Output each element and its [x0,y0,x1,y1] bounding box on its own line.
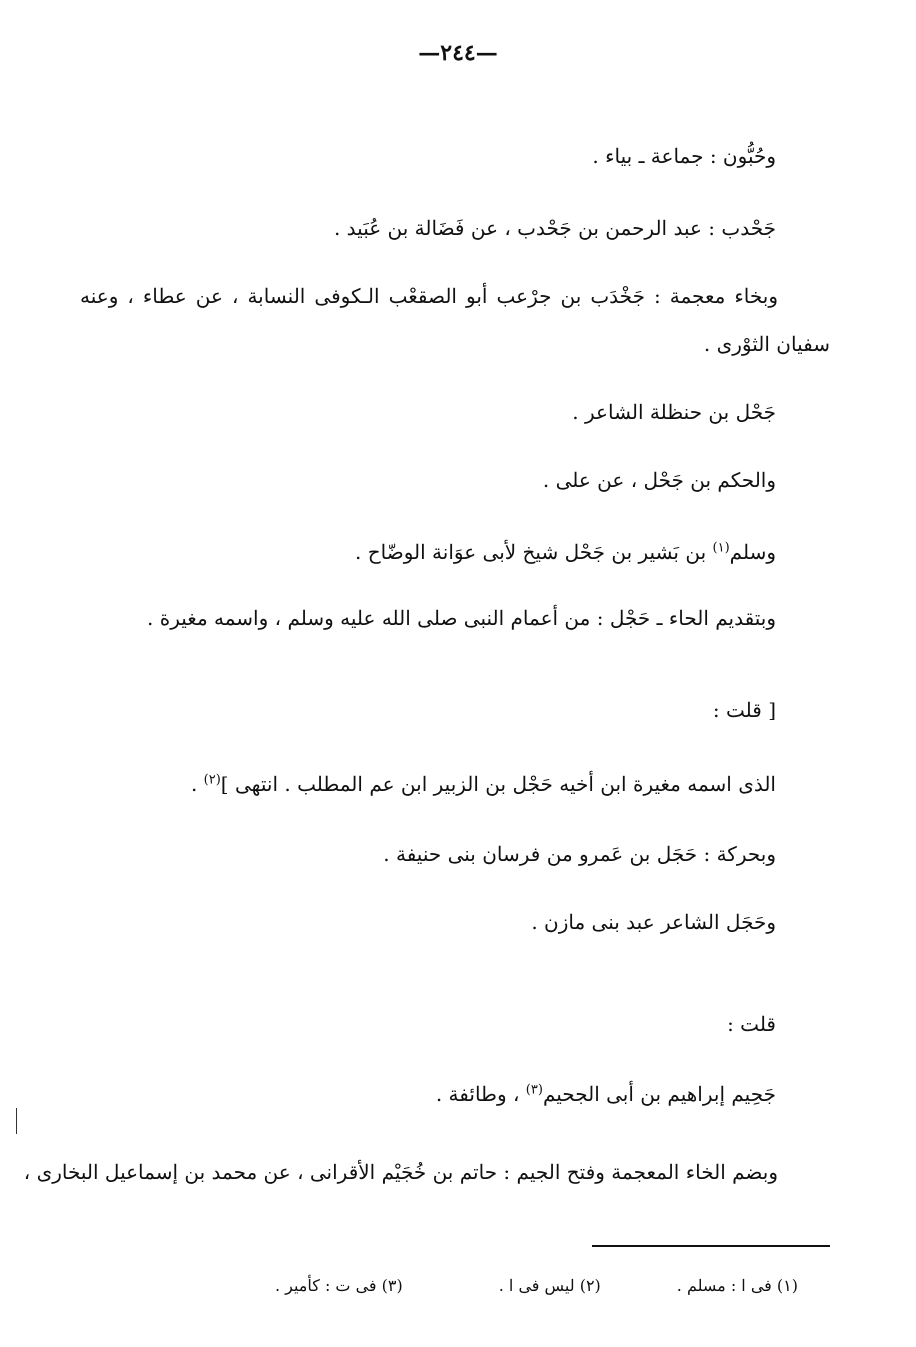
text-line-10-end: . [190,772,204,796]
text-line-10-start: الذى اسمه مغيرة ابن أخيه حَجْل بن الزبير ابن عم المطلب . انتهى ] [220,772,776,796]
footnote-ref-1: (١) [712,540,730,556]
text-line-14-end: ، وطائفة . [435,1082,526,1106]
text-line-7-start: وسلم [729,540,776,564]
footnote-ref-2: (٢) [203,772,221,788]
text-line-14 [436,1080,776,1108]
text-line-13: قلت : [727,1012,776,1036]
text-line-2: جَحْدب : عبد الرحمن بن جَحْدب ، عن فَضَالة بن عُبَيد . [333,216,776,240]
footnotes [275,1274,798,1298]
text-line-7-end: بن بَشير بن جَحْل شيخ لأبى عوَانة الوضّاح . [355,540,713,564]
text-line-6: والحكم بن جَحْل ، عن على . [542,468,776,492]
text-line-9: [ قلت : [712,698,776,722]
text-line-10 [191,770,776,798]
footnote-ref-3: (٣) [525,1082,543,1098]
text-line-14-start: جَحِيم إبراهيم بن أبى الجحيم [542,1082,776,1106]
footnote-2: (٢) ليس فى ا . [498,1276,601,1295]
text-line-3: وبخاء معجمة : جَخْدَب بن جرْعب أبو الصقعْب الـكوفى النسابة ، عن عطاء ، وعنه [80,284,778,308]
page-number: —٢٤٤— [418,40,498,66]
text-line-12: وحَجَل الشاعر عبد بنى مازن . [531,910,776,934]
text-line-4: سفيان الثوْرى . [703,332,830,356]
text-line-8: وبتقديم الحاء ـ حَجْل : من أعمام النبى صلى الله عليه وسلم ، واسمه مغيرة . [147,606,776,630]
text-line-11: وبحركة : حَجَل بن عَمرو من فرسان بنى حنيفة . [383,842,776,866]
text-line-15: وبضم الخاء المعجمة وفتح الجيم : حاتم بن خُجَيْم الأقرانى ، عن محمد بن إسماعيل البخارى ، [23,1160,778,1184]
footnote-3: (٣) فى ت : كأمير . [274,1276,403,1295]
footnote-1: (١) فى ا : مسلم . [676,1276,798,1295]
text-line-1: وحُبُّون : جماعة ـ بياء . [592,144,776,168]
footnote-rule [592,1245,830,1247]
text-line-5: جَحْل بن حنظلة الشاعر . [572,400,776,424]
margin-mark [16,1108,17,1134]
text-line-7 [355,538,776,566]
